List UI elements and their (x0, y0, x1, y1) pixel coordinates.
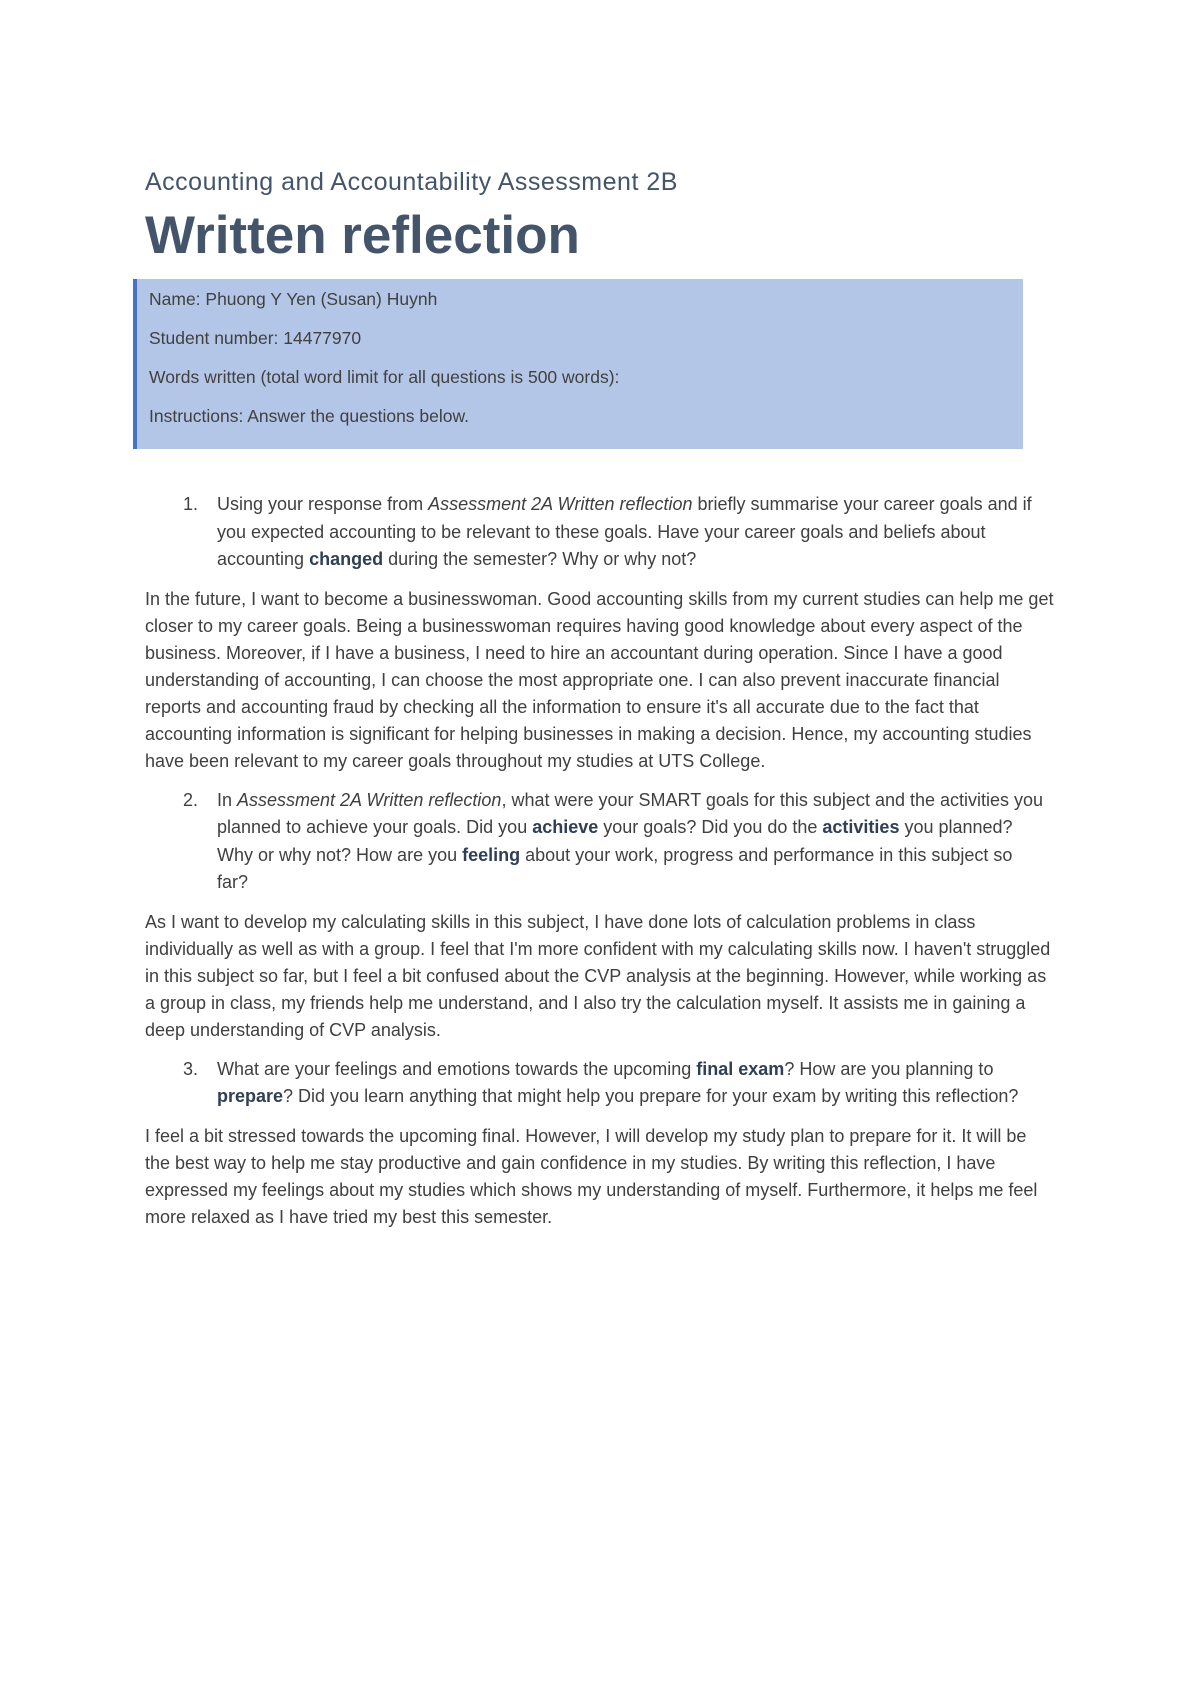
question-number: 2. (183, 789, 199, 810)
answer-3: I feel a bit stressed towards the upcoming final. However, I will develop my study plan to prepare for it. It will be the best way to help me stay productive and gain confidence in my studies. By writing this reflection, I have expressed my feelings about my studies which shows my understanding of myself. Furthermore, it helps me feel more relaxed as I have tried my best this semester. (145, 1125, 1038, 1227)
word-count: Words written (total word limit for all questions is 500 words): (149, 367, 620, 388)
instructions: Instructions: Answer the questions below. (149, 406, 470, 427)
question-number: 1. (183, 494, 199, 515)
question-text: What are your feelings and emotions towards the upcoming final exam? How are you planning to prepare? Did you learn anything that might help you prepare for your exam by writing this reflection? (217, 1058, 1019, 1107)
question-2 (145, 787, 1055, 897)
question-text: Using your response from Assessment 2A Written reflection briefly summarise your career goals and if you expected accounting to be relevant to these goals. Have your career goals and beliefs about accounting changed during the semester? Why or why not? (217, 494, 1032, 570)
question-number: 3. (183, 1058, 199, 1079)
document-title: Written reflection (145, 206, 580, 265)
student-name: Name: Phuong Y Yen (Susan) Huynh (149, 289, 438, 310)
student-info-box (133, 279, 1023, 449)
question-text: In Assessment 2A Written reflection, what were your SMART goals for this subject and the activities you planned to achieve your goals. Did you achieve your goals? Did you do the activities you planned? Why or why not? How are you feeling about your work, progress and performance in this subject so far? (217, 789, 1044, 893)
answer-1: In the future, I want to become a businesswoman. Good accounting skills from my current studies can help me get closer to my career goals. Being a businesswoman requires having good knowledge about every aspect of the business. Moreover, if I have a business, I need to hire an accountant during operation. Since I have a good understanding of accounting, I can choose the most appropriate one. I can also prevent inaccurate financial reports and accounting fraud by checking all the information to ensure it's all accurate due to the fact that accounting information is significant for helping businesses in making a decision. Hence, my accounting studies have been relevant to my career goals throughout my studies at UTS College. (145, 588, 1054, 771)
document-page (145, 168, 1055, 1243)
document-subtitle: Accounting and Accountability Assessment 2B (145, 168, 678, 196)
answer-2: As I want to develop my calculating skills in this subject, I have done lots of calculation problems in class individually as well as with a group. I feel that I'm more confident with my calculating skills now. I haven't struggled in this subject so far, but I feel a bit confused about the CVP analysis at the beginning. However, while working as a group in class, my friends help me understand, and I also try the calculation myself. It assists me in gaining a deep understanding of CVP analysis. (145, 911, 1051, 1040)
question-3 (145, 1056, 1055, 1111)
question-1 (145, 491, 1055, 574)
student-number: Student number: 14477970 (149, 328, 362, 349)
